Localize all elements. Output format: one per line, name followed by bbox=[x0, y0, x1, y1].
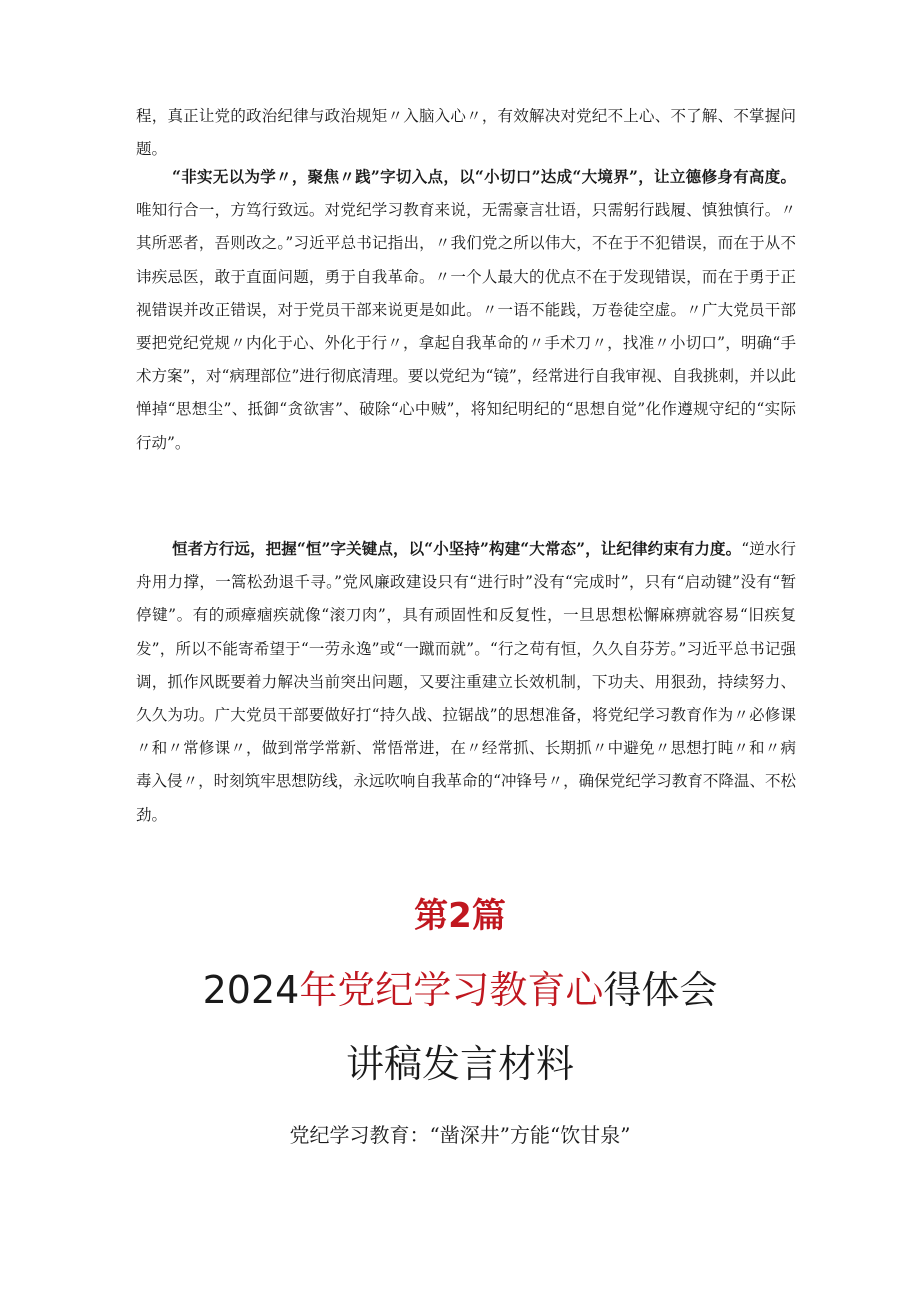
paragraph-text: “逆水行舟用力撑，一篙松劲退千寻。”党风廉政建设只有“进行时”没有“完成时”，只有“启动键”没有“暂停键”。有的顽瘴痼疾就像“滚刀肉”，具有顽固性和反复性，一旦思想松懈麻痹就容易“旧疾复发”，所以不能寄希望于“一劳永逸”或“一蹴而就”。“行之苟有恒，久久自芬芳。”习近平总书记强调，抓作风既要着力解决当前突出问题，又要注重建立长效机制，下功夫、用狠劲，持续努力、久久为功。广大党员干部要做好打“持久战、拉锯战”的思想准备，将党纪学习教育作为〃必修课〃和〃常修课〃，做到常学常新、常悟常进，在〃经常抓、长期抓〃中避免〃思想打盹〃和〃病毒入侵〃，时刻筑牢思想防线，永远吹响自我革命的“冲锋号〃，确保党纪学习教育不降温、不松劲。 bbox=[136, 540, 796, 824]
article-title-line-1 bbox=[0, 962, 920, 1018]
paragraph-continuation bbox=[136, 100, 796, 166]
paragraph-lead: 恒者方行远，把握“恒”字关键点，以“小坚持”构建“大常态”，让纪律约束有力度。 bbox=[172, 539, 742, 558]
article-title-line-2: 讲稿发言材料 bbox=[345, 1042, 574, 1086]
paragraph-text: 唯知行合一，方笃行致远。对党纪学习教育来说，无需豪言壮语，只需躬行践履、慎独慎行。〃其所恶者，吾则改之。”习近平总书记指出，〃我们党之所以伟大，不在于不犯错误，而在于从不讳疾忌医，敢于直面问题，勇于自我革命。〃一个人最大的优点不在于发现错误，而在于勇于正视错误并改正错误，对于党员干部来说更是如此。〃一语不能践，万卷徒空虚。〃广大党员干部要把党纪党规〃内化于心、外化于行〃，拿起自我革命的〃手术刀〃，找准〃小切口”，明确“手术方案”，对“病理部位”进行彻底清理。要以党纪为“镜”，经常进行自我审视、自我挑刺，并以此惮掉“思想尘”、抵御“贪欲害”、破除“心中贼”，将知纪明纪的“思想自觉”化作遵规守纪的“实际行动”。 bbox=[136, 201, 796, 452]
paragraph-practice bbox=[136, 160, 796, 460]
paragraph-text: 程，真正让党的政治纪律与政治规矩〃入脑入心〃，有效解决对党纪不上心、不了解、不掌握问题。 bbox=[136, 107, 796, 159]
paragraph-perseverance bbox=[136, 532, 796, 832]
article-subtitle: 党纪学习教育：“凿深井”方能“饮甘泉” bbox=[289, 1123, 631, 1147]
paragraph-lead: “非实无以为学〃，聚焦〃践”字切入点，以“小切口”达成“大境界”，让立德修身有高度。 bbox=[172, 167, 796, 186]
section-number: 第2篇 bbox=[414, 896, 506, 936]
title-year: 2024 bbox=[202, 968, 300, 1012]
title-suffix: 得体会 bbox=[603, 968, 718, 1012]
title-highlight: 年党纪学习教育心 bbox=[299, 968, 604, 1012]
